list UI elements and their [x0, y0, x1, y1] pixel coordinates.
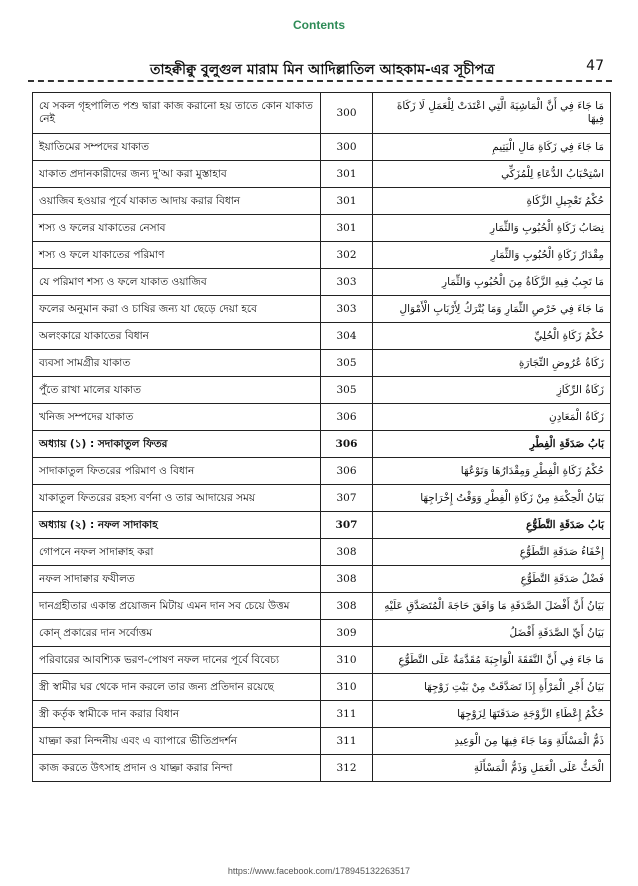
arabic-title: زَكَاةُ الرِّكَازِ [373, 377, 611, 404]
arabic-title: مِقْدَارُ زَكَاةِ الْحُبُوبِ وَالثِّمَارِ [373, 242, 611, 269]
toc-row [33, 539, 611, 566]
bangla-title: গোপনে নফল সাদাক্বাহ করা [33, 539, 321, 566]
bangla-title: যে সকল গৃহপালিত পশু দ্বারা কাজ করানো হয় তাতে কোন যাকাত নেই [33, 93, 321, 134]
toc-row [33, 620, 611, 647]
bangla-title: যাকাত প্রদানকারীদের জন্য দু'আ করা মুস্তাহাব [33, 161, 321, 188]
arabic-title: بَيَانُ أَجْرِ الْمَرْأَةِ إِذَا تَصَدَّقَتْ مِنْ بَيْتِ زَوْجِهَا [373, 674, 611, 701]
toc-row [33, 593, 611, 620]
page-number-cell: 302 [321, 242, 373, 269]
page-number-cell: 305 [321, 350, 373, 377]
toc-row [33, 296, 611, 323]
page-number-cell: 304 [321, 323, 373, 350]
toc-row [33, 377, 611, 404]
page-number-cell: 306 [321, 404, 373, 431]
arabic-title: مَا جَاءَ فِي أَنَّ الْمَاشِيَةَ الَّتِي اعْتَدَتْ لِلْعَمَلِ لَا زَكَاةَ فِيهَا [373, 93, 611, 134]
arabic-title: زَكَاةُ الْمَعَادِنِ [373, 404, 611, 431]
page-number-cell: 303 [321, 296, 373, 323]
toc-row [33, 161, 611, 188]
toc-row [33, 701, 611, 728]
toc-row [33, 431, 611, 458]
page-number-cell: 311 [321, 701, 373, 728]
page-number-cell: 307 [321, 485, 373, 512]
arabic-title: مَا جَاءَ فِي خَرْصِ الثِّمَارِ وَمَا يُتْرَكُ لِأَرْبَابِ الْأَمْوَالِ [373, 296, 611, 323]
page-number-cell: 310 [321, 674, 373, 701]
page-number-cell: 312 [321, 755, 373, 782]
toc-row [33, 242, 611, 269]
bangla-title: অলংকারে যাকাতের বিধান [33, 323, 321, 350]
arabic-title: بَابُ صَدَقَةِ الْفِطْرِ [373, 431, 611, 458]
arabic-title: بَيَانُ الْحِكْمَةِ مِنْ زَكَاةِ الْفِطْرِ وَوَقْتُ إِخْرَاجِهَا [373, 485, 611, 512]
bangla-title: শস্য ও ফলের যাকাতের নেসাব [33, 215, 321, 242]
page-number: 47 [586, 58, 604, 74]
page-number-cell: 308 [321, 566, 373, 593]
arabic-title: مَا جَاءَ فِي زَكَاةِ مَالِ الْيَتِيمِ [373, 134, 611, 161]
arabic-title: ذَمُّ الْمَسْأَلَةِ وَمَا جَاءَ فِيهَا مِنَ الْوَعِيدِ [373, 728, 611, 755]
bangla-title: পরিবারের আবশ্যিক ভরণ-পোষণ নফল দানের পূর্বে বিবেচ্য [33, 647, 321, 674]
arabic-title: حُكْمُ زَكَاةِ الْحُلِيِّ [373, 323, 611, 350]
arabic-title: الْحَثُّ عَلَى الْعَمَلِ وَذَمُّ الْمَسْأَلَةِ [373, 755, 611, 782]
arabic-title: حُكْمُ إِعْطَاءِ الزَّوْجَةِ صَدَقَتَهَا لِزَوْجِهَا [373, 701, 611, 728]
bangla-title: অধ্যায় (২) : নফল সাদাকাহ [33, 512, 321, 539]
arabic-title: فَضْلُ صَدَقَةِ التَّطَوُّعِ [373, 566, 611, 593]
arabic-title: بَابُ صَدَقَةِ التَّطَوُّعِ [373, 512, 611, 539]
toc-row [33, 350, 611, 377]
page-number-cell: 306 [321, 431, 373, 458]
arabic-title: بَيَانُ أَنَّ أَفْضَلَ الصَّدَقَةِ مَا وَافَقَ حَاجَةَ الْمُتَصَدَّقِ عَلَيْهِ [373, 593, 611, 620]
arabic-title: نِصَابُ زَكَاةِ الْحُبُوبِ وَالثِّمَارِ [373, 215, 611, 242]
page-header [30, 58, 610, 80]
arabic-title: اسْتِحْبَابُ الدُّعَاءِ لِلْمُزَكِّي [373, 161, 611, 188]
toc-table [32, 92, 611, 782]
page-number-cell: 311 [321, 728, 373, 755]
page-title: তাহক্বীক্বু বুলুগুল মারাম মিন আদিল্লাতিল আহকাম-এর সূচীপত্র [150, 62, 495, 78]
page-number-cell: 300 [321, 93, 373, 134]
page-number-cell: 301 [321, 188, 373, 215]
arabic-title: زَكَاةُ عُرُوضِ التِّجَارَةِ [373, 350, 611, 377]
bangla-title: ইয়াতিমের সম্পদের যাকাত [33, 134, 321, 161]
bangla-title: পুঁতে রাখা মালের যাকাত [33, 377, 321, 404]
toc-row [33, 458, 611, 485]
page-number-cell: 309 [321, 620, 373, 647]
page-number-cell: 301 [321, 215, 373, 242]
footer-url[interactable]: https://www.facebook.com/178945132263517 [227, 866, 411, 876]
arabic-title: إِخْفَاءُ صَدَقَةِ التَّطَوُّعِ [373, 539, 611, 566]
page-number-cell: 308 [321, 539, 373, 566]
bangla-title: ওয়াজিব হওয়ার পূর্বে যাকাত আদায় করার বিধান [33, 188, 321, 215]
page-number-cell: 305 [321, 377, 373, 404]
bangla-title: সাদাকাতুল ফিতরের পরিমাণ ও বিধান [33, 458, 321, 485]
page-number-cell: 310 [321, 647, 373, 674]
toc-row [33, 485, 611, 512]
toc-row [33, 755, 611, 782]
arabic-title: مَا جَاءَ فِي أَنَّ النَّفَقَةَ الْوَاجِبَةَ مُقَدَّمَةٌ عَلَى التَّطَوُّعِ [373, 647, 611, 674]
header-divider [28, 80, 612, 82]
bangla-title: নফল সাদাক্বার ফযীলত [33, 566, 321, 593]
bangla-title: স্ত্রী স্বামীর ঘর থেকে দান করলে তার জন্য প্রতিদান রয়েছে [33, 674, 321, 701]
bangla-title: অধ্যায় (১) : সদাকাতুল ফিতর [33, 431, 321, 458]
bangla-title: যে পরিমাণ শস্য ও ফলে যাকাত ওয়াজিব [33, 269, 321, 296]
contents-label: Contents [293, 18, 345, 32]
bangla-title: যাকাতুল ফিতরের রহস্য বর্ণনা ও তার আদায়ের সময় [33, 485, 321, 512]
toc-row [33, 674, 611, 701]
bangla-title: খনিজ সম্পদের যাকাত [33, 404, 321, 431]
bangla-title: স্ত্রী কর্তৃক স্বামীকে দান করার বিধান [33, 701, 321, 728]
arabic-title: حُكْمُ زَكَاةِ الْفِطْرِ وَمِقْدَارُهَا وَنَوْعُهَا [373, 458, 611, 485]
page-number-cell: 301 [321, 161, 373, 188]
toc-row [33, 728, 611, 755]
arabic-title: بَيَانُ أَيِّ الصَّدَقَةِ أَفْضَلُ [373, 620, 611, 647]
bangla-title: যাচ্ঞা করা নিন্দনীয় এবং এ ব্যাপারে ভীতিপ্রদর্শন [33, 728, 321, 755]
page-number-cell: 303 [321, 269, 373, 296]
toc-row [33, 215, 611, 242]
page-number-cell: 308 [321, 593, 373, 620]
bangla-title: দানগ্রহীতার একান্ত প্রয়োজন মিটায় এমন দান সব চেয়ে উত্তম [33, 593, 321, 620]
arabic-title: مَا تَجِبُ فِيهِ الزَّكَاةُ مِنَ الْحُبُوبِ وَالثِّمَارِ [373, 269, 611, 296]
page-number-cell: 306 [321, 458, 373, 485]
bangla-title: কাজ করতে উৎসাহ প্রদান ও যাচ্ঞা করার নিন্দা [33, 755, 321, 782]
toc-row [33, 323, 611, 350]
toc-row [33, 93, 611, 134]
toc-row [33, 404, 611, 431]
bangla-title: ব্যবসা সামগ্রীর যাকাত [33, 350, 321, 377]
bangla-title: কোন্ প্রকারের দান সর্বোত্তম [33, 620, 321, 647]
toc-row [33, 647, 611, 674]
toc-row [33, 269, 611, 296]
page-number-cell: 300 [321, 134, 373, 161]
toc-row [33, 134, 611, 161]
toc-row [33, 188, 611, 215]
page-number-cell: 307 [321, 512, 373, 539]
bangla-title: ফলের অনুমান করা ও চাষির জন্য যা ছেড়ে দেয়া হবে [33, 296, 321, 323]
bangla-title: শস্য ও ফলে যাকাতের পরিমাণ [33, 242, 321, 269]
toc-row [33, 566, 611, 593]
arabic-title: حُكْمُ تَعْجِيلِ الزَّكَاةِ [373, 188, 611, 215]
toc-row [33, 512, 611, 539]
